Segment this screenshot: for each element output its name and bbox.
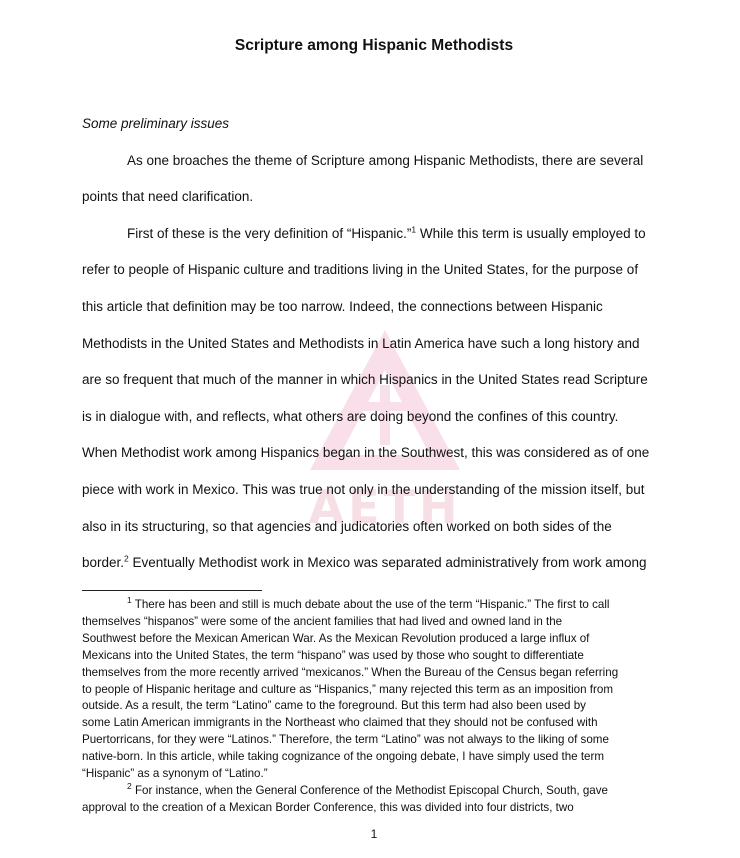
footnote-line: outside. As a result, the term “Latino” came to the foreground. But this term had also been used by xyxy=(82,699,586,712)
footnote-line xyxy=(127,781,608,797)
body-line xyxy=(82,555,646,570)
body-line: are so frequent that much of the manner in which Hispanics in the United States read Scripture xyxy=(82,372,648,387)
body-line: also in its structuring, so that agencies and judicatories often worked on both sides of the xyxy=(82,519,612,534)
body-text: Eventually Methodist work in Mexico was separated administratively from work among xyxy=(128,555,647,570)
footnote-mark-1: 1 xyxy=(127,595,132,606)
body-text: First of these is the very definition of “Hispanic.” xyxy=(127,226,412,241)
footnote-line: “Hispanic” as a synonym of “Latino.” xyxy=(82,767,268,780)
body-line: points that need clarification. xyxy=(82,189,254,204)
footnote-line: approval to the creation of a Mexican Border Conference, this was divided into four districts, two xyxy=(82,801,574,814)
footnote-separator xyxy=(82,590,262,591)
body-line: Methodists in the United States and Methodists in Latin America have such a long history and xyxy=(82,336,640,351)
footnote-line: some Latin American immigrants in the Northeast who claimed that they should not be confused with xyxy=(82,716,598,729)
footnote-line: to people of Hispanic heritage and culture as “Hispanics,” many rejected this term as an imposition from xyxy=(82,683,613,696)
section-heading: Some preliminary issues xyxy=(82,116,230,131)
footnote-mark-2: 2 xyxy=(127,781,132,792)
body-text: While this term is usually employed to xyxy=(416,226,646,241)
watermark-text: AETH xyxy=(308,480,462,534)
footnote-ref-2[interactable]: 2 xyxy=(124,553,129,564)
footnote-line: themselves “hispanos” were some of the ancient families that had lived and owned land in the xyxy=(82,615,563,628)
footnote-line: themselves from the more recently arrived “mexicanos.” When the Bureau of the Census began referring xyxy=(82,666,619,679)
footnote-line: Mexicans into the United States, the term “hispano” was used by those who sought to differentiate xyxy=(82,649,584,662)
watermark-logo xyxy=(300,330,470,550)
footnote-ref-1[interactable]: 1 xyxy=(411,224,417,235)
footnote-text: There has been and still is much debate about the use of the term “Hispanic.” The first to call xyxy=(131,598,610,611)
document-title: Scripture among Hispanic Methodists xyxy=(234,37,514,54)
body-text: border. xyxy=(82,555,125,570)
footnote-line xyxy=(127,595,610,611)
body-line: is in dialogue with, and reflects, what others are doing beyond the confines of this country. xyxy=(82,409,619,424)
footnote-line: native-born. In this article, while taking cognizance of the ongoing debate, I have simply used the term xyxy=(82,750,605,763)
body-line: As one broaches the theme of Scripture among Hispanic Methodists, there are several xyxy=(127,153,644,168)
footnote-text: For instance, when the General Conference of the Methodist Episcopal Church, South, gave xyxy=(131,784,608,797)
body-line: When Methodist work among Hispanics began in the Southwest, this was considered as of one xyxy=(82,445,650,460)
body-line: this article that definition may be too narrow. Indeed, the connections between Hispanic xyxy=(82,299,603,314)
body-line: refer to people of Hispanic culture and traditions living in the United States, for the purpose of xyxy=(82,262,639,277)
footnote-line: Southwest before the Mexican American War. As the Mexican Revolution produced a large influx of xyxy=(82,632,590,645)
body-line xyxy=(127,226,646,241)
footnote-line: Puertorricans, for they were “Latinos.” Therefore, the term “Latino” was not always to the liking of some xyxy=(82,733,609,746)
page-number: 1 xyxy=(370,827,378,841)
body-line: piece with work in Mexico. This was true not only in the understanding of the mission itself, but xyxy=(82,482,645,497)
